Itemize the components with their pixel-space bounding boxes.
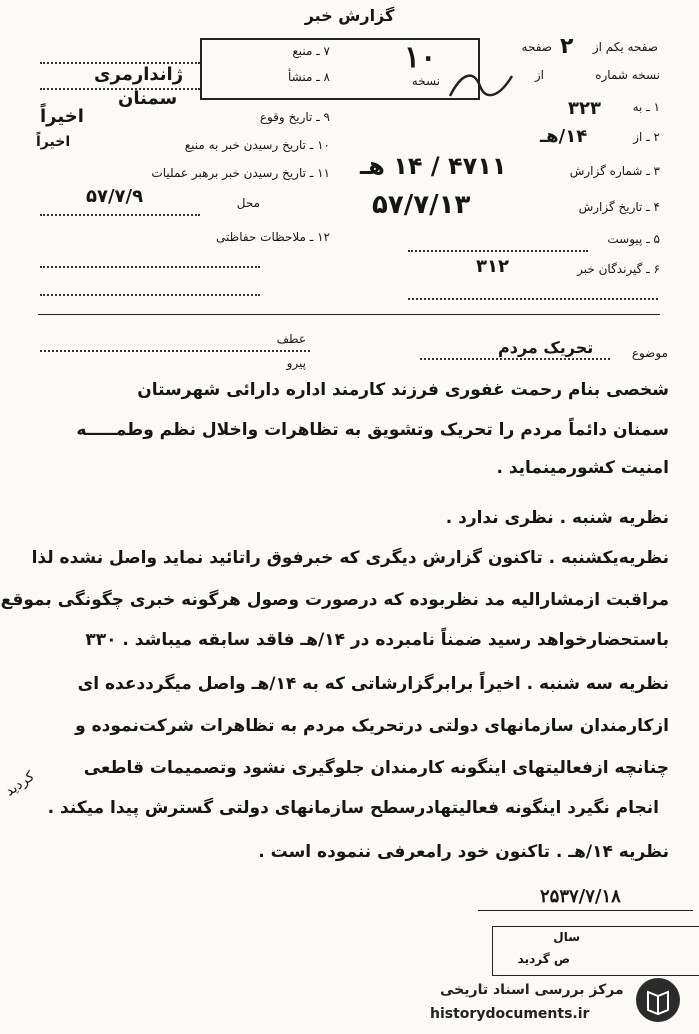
form-field-page-label: صفحه یکم از — [592, 40, 658, 54]
report-body-line: انجام نگیرد اینگونه فعالیتهادرسطح سازمانهای دولتی گسترش پیدا میکند . — [47, 798, 659, 818]
form-field-source-label: ۷ ـ منبع — [292, 44, 330, 58]
subject-value: تحریک مردم — [498, 338, 594, 357]
form-field-place-value: ۵۷/۷/۹ — [86, 186, 144, 207]
form-dotted-line — [40, 214, 200, 216]
report-body-line: نظریه‌یکشنبه . تاکنون گزارش دیگری که خبرفوق راتائید نماید واصل نشده لذا — [31, 548, 669, 568]
footer-stamp-box — [492, 926, 699, 976]
report-body-line: امنیت کشورمینماید . — [496, 458, 669, 478]
form-field-page-value: ۲ — [560, 34, 574, 59]
form-field-copy-label: نسخه شماره — [595, 68, 660, 82]
watermark-url: historydocuments.ir — [430, 1006, 590, 1022]
report-body-line: مراقبت ازمشارالیه مد نظربوده که درصورت وصول هرگونه خبری چگونگی بموقع — [0, 590, 669, 610]
form-field-place-label: محل — [236, 196, 260, 210]
form-field-from-value: ۱۴/هـ — [540, 126, 588, 147]
report-body-line: شخصی بنام رحمت غفوری فرزند کارمند اداره دارائی شهرستان — [137, 380, 669, 400]
report-body-line: باستحضارخواهد رسید ضمناً نامبرده در ۱۴/هـ فاقد سابقه میباشد . ۳۳۰ — [85, 630, 669, 650]
report-body-line: نظریه سه شنبه . اخیراً برابرگزارشاتی که به ۱۴/هـ واصل میگرددعده ای — [77, 674, 669, 694]
form-field-receipt-date-label: ۱۰ ـ تاریخ رسیدن خبر به منبع — [184, 138, 330, 152]
form-dotted-line — [40, 350, 310, 352]
subject-peiro-label: پیرو — [286, 356, 306, 370]
report-number-stamp-box — [200, 38, 480, 100]
form-field-copy-suffix: نسخه — [411, 74, 440, 88]
form-field-origin-city: سمنان — [118, 88, 178, 109]
form-dotted-line — [40, 294, 260, 296]
handwritten-mark-icon — [446, 66, 516, 106]
book-logo-icon — [636, 978, 680, 1022]
form-field-recipients-value: ۳۱۲ — [476, 256, 509, 277]
margin-handwritten-note: کردید — [2, 768, 38, 800]
form-field-security-notes-label: ۱۲ ـ ملاحظات حفاظتی — [216, 230, 330, 244]
form-field-origin-value: ژاندارمری — [94, 64, 184, 85]
form-field-page-suffix: صفحه — [521, 40, 552, 54]
form-dotted-line — [40, 266, 260, 268]
report-body-line: نظریه شنبه . نظری ندارد . — [445, 508, 669, 528]
footer-stamp-line2: ص گردید — [517, 952, 570, 966]
form-divider — [38, 314, 660, 315]
form-dotted-line — [408, 298, 658, 300]
form-field-copy-mid: از — [534, 68, 544, 82]
subject-atf-label: عطف — [276, 332, 306, 346]
watermark-name: مرکز بررسی اسناد تاریخی — [440, 982, 624, 998]
form-field-from-label: ۲ ـ از — [633, 130, 660, 144]
report-body-line: ازکارمندان سازمانهای دولتی درتحریک مردم به تظاهرات شرکت‌نموده و — [75, 716, 669, 736]
report-body-line: چنانچه ازفعالیتهای اینگونه کارمندان جلوگیری نشود وتصمیمات قاطعی — [83, 758, 669, 778]
form-field-report-date-value: ۵۷/۷/۱۳ — [372, 190, 471, 220]
form-field-ops-date-label: ۱۱ ـ تاریخ رسیدن خبر برهبر عملیات — [151, 166, 330, 180]
form-dotted-line — [408, 250, 588, 252]
report-body-line: نظریه ۱۴/هـ . تاکنون خود رامعرفی ننموده است . — [258, 842, 669, 862]
form-field-attachment-label: ۵ ـ پیوست — [607, 232, 660, 246]
form-field-to-value: ۳۲۳ — [568, 98, 601, 119]
form-field-origin-label: ۸ ـ منشأ — [287, 70, 330, 84]
stamp-number: ۱۰ — [404, 40, 437, 75]
report-title: گزارش خبر — [304, 6, 395, 25]
form-field-occurrence-date-label: ۹ ـ تاریخ وقوع — [259, 110, 330, 124]
form-field-report-number-label: ۳ ـ شماره گزارش — [569, 164, 660, 178]
bottom-underline — [478, 910, 693, 911]
form-field-report-date-label: ۴ ـ تاریخ گزارش — [578, 200, 660, 214]
form-field-report-number-value: ۴۷۱۱ / ۱۴ هـ — [360, 152, 507, 180]
bottom-date: ۲۵۳۷/۷/۱۸ — [540, 886, 621, 907]
form-field-to-label: ۱ ـ به — [632, 100, 660, 114]
form-field-occurrence-date-value: اخیراً — [40, 106, 84, 127]
form-dotted-line — [420, 358, 610, 360]
form-field-recipients-label: ۶ ـ گیرندگان خبر — [577, 262, 660, 276]
subject-label: موضوع — [631, 346, 668, 360]
form-field-receipt-date-value: اخیراً — [36, 134, 71, 150]
footer-stamp-line1: سال — [553, 930, 580, 944]
report-body-line: سمنان دائماً مردم را تحریک وتشویق به تظاهرات واخلال نظم وطمـــــه — [76, 420, 669, 440]
